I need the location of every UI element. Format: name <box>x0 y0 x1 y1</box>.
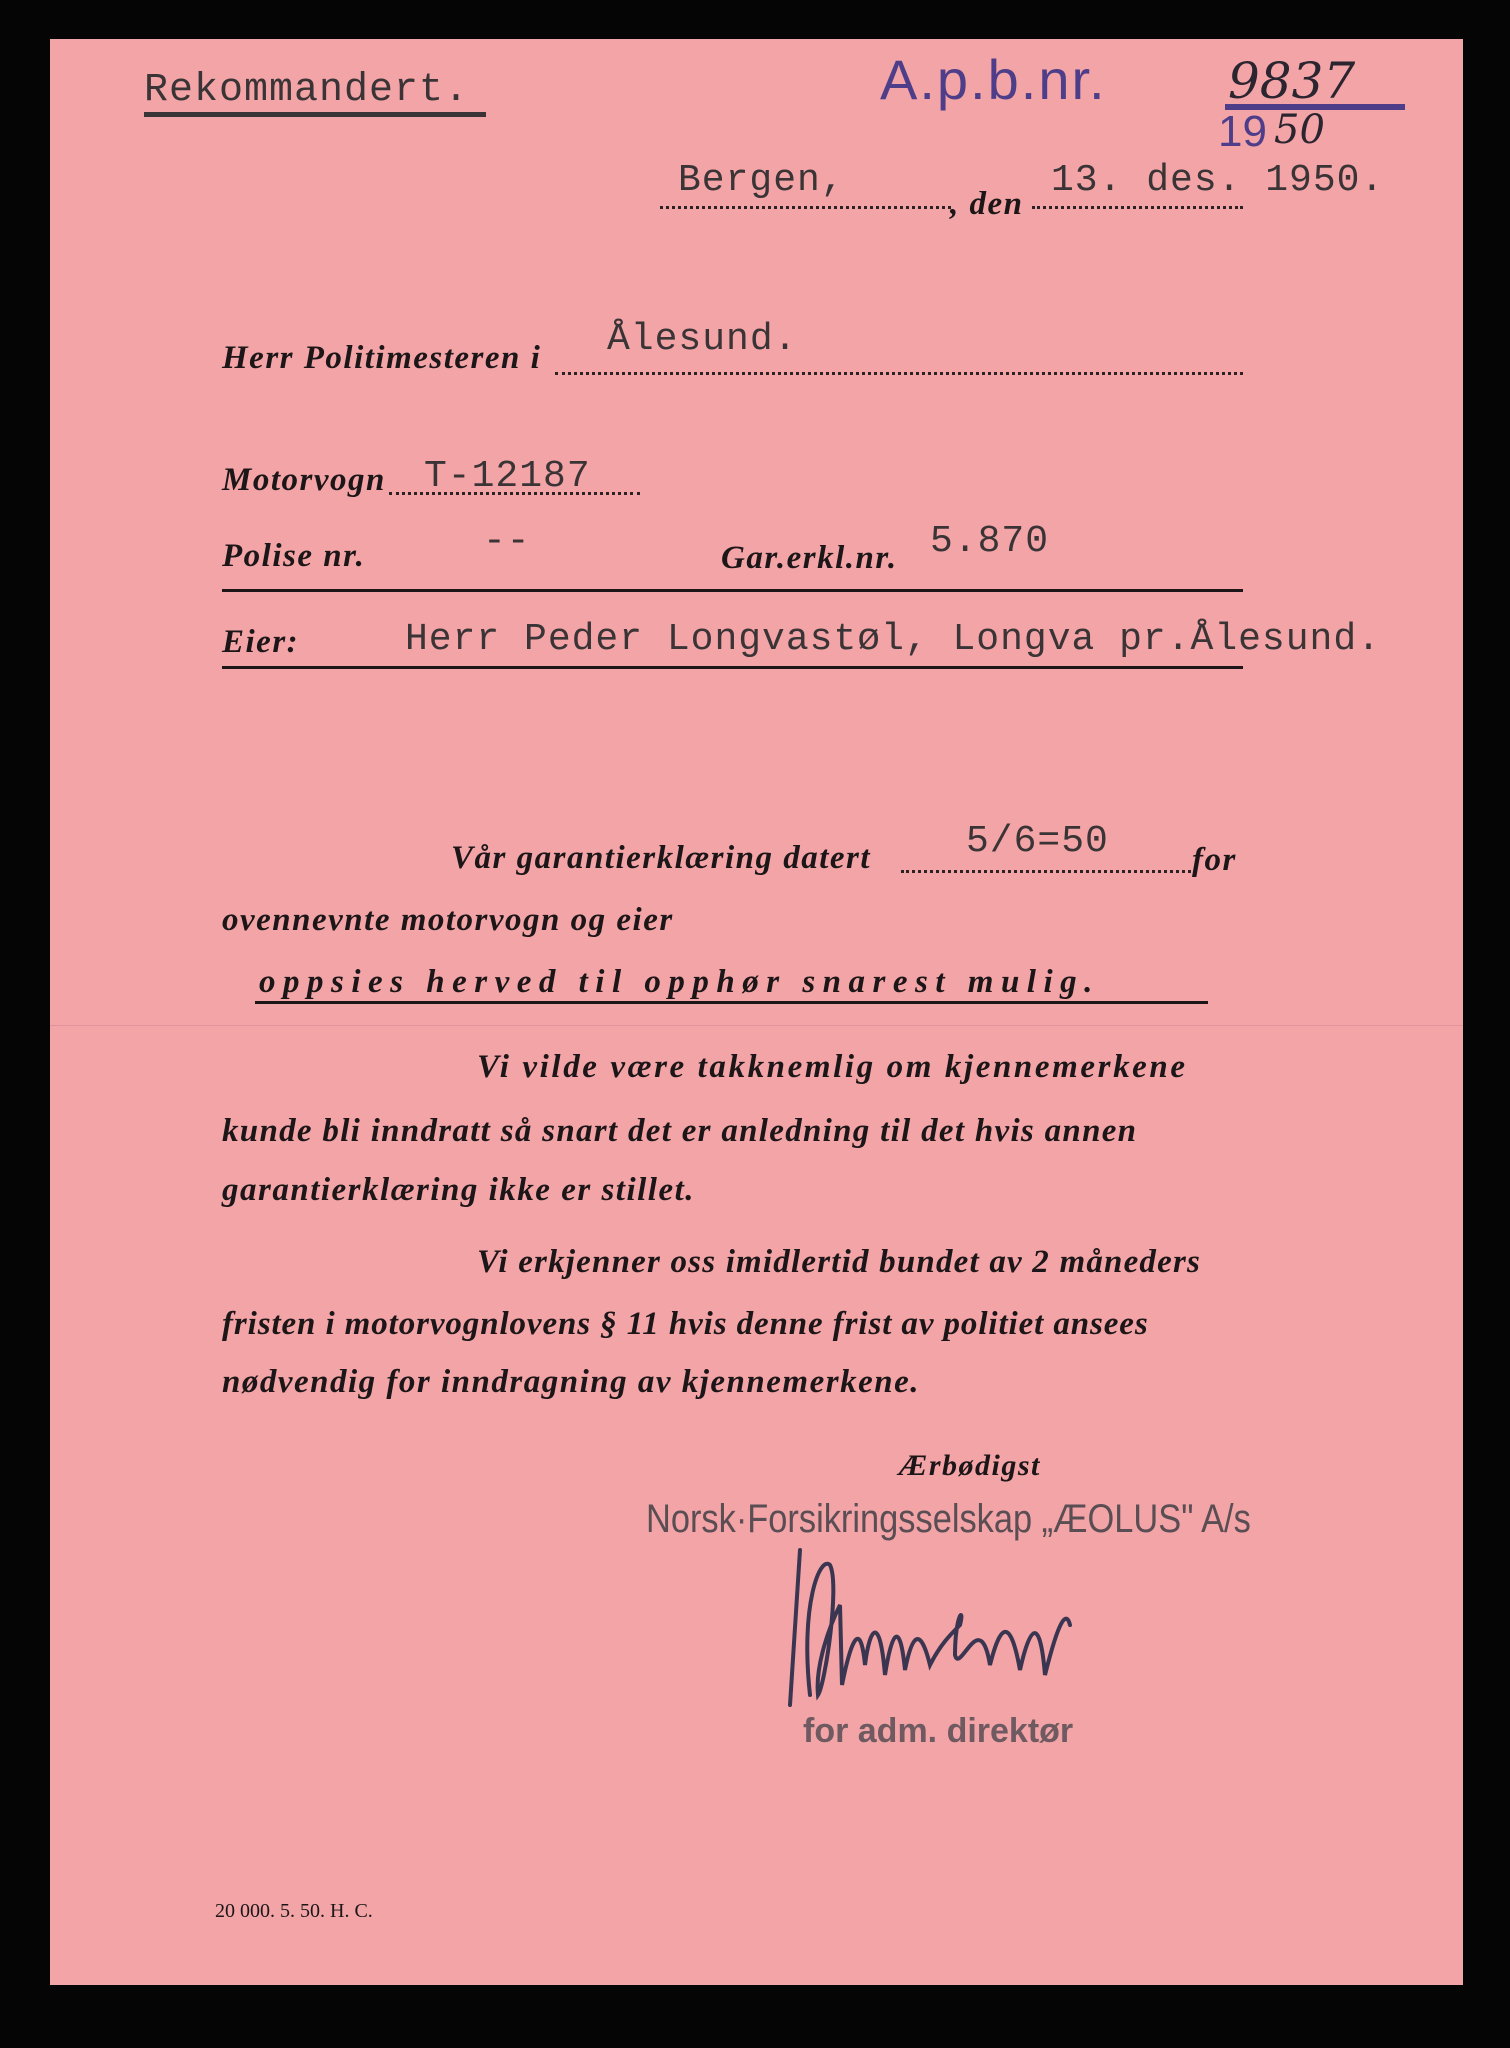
journal-number: 9837 <box>1228 52 1356 110</box>
signature-title-stamp: for adm. direktør <box>803 1712 1074 1750</box>
addressee-label: Herr Politimesteren i <box>222 340 542 376</box>
p2-line3: nødvendig for inndragning av kjennemerkene. <box>222 1364 920 1400</box>
letter-date: 13. des. 1950. <box>1051 159 1385 202</box>
motorvogn-label: Motorvogn <box>222 462 386 498</box>
field-rule-1 <box>222 589 1243 592</box>
body-for: for <box>1192 842 1237 878</box>
company-stamp: Norsk·Forsikringsselskap „ÆOLUS" A/s <box>646 1497 1251 1541</box>
garerkl-label: Gar.erkl.nr. <box>721 540 898 576</box>
polise-value: -- <box>483 520 531 563</box>
year-stamp: 19 <box>1218 107 1267 156</box>
date-dotline <box>1032 206 1243 209</box>
place: Bergen, <box>678 159 845 202</box>
fold-line <box>50 1025 1463 1026</box>
eier-value: Herr Peder Longvastøl, Longva pr.Ålesund. <box>405 618 1381 661</box>
p1-line2: kunde bli inndratt så snart det er anledning til det hvis annen <box>222 1113 1138 1149</box>
garerkl-value: 5.870 <box>930 520 1050 563</box>
registered-underline <box>144 112 486 117</box>
place-dotline <box>660 206 951 209</box>
body-line3-underline <box>255 1001 1208 1004</box>
p1-line1: Vi vilde være takknemlig om kjennemerkene <box>477 1049 1188 1085</box>
p2-line2: fristen i motorvognlovens § 11 hvis denne frist av politiet ansees <box>222 1306 1149 1342</box>
year-handwritten: 50 <box>1274 107 1325 153</box>
salutation: Ærbødigst <box>899 1449 1041 1482</box>
p2-line1: Vi erkjenner oss imidlertid bundet av 2 måneders <box>477 1244 1202 1280</box>
eier-label: Eier: <box>222 624 300 660</box>
addressee-value: Ålesund. <box>607 318 798 361</box>
field-rule-2 <box>222 666 1243 669</box>
addressee-dotline <box>555 372 1243 375</box>
print-code: 20 000. 5. 50. H. C. <box>215 1900 373 1922</box>
polise-label: Polise nr. <box>222 538 366 574</box>
motorvogn-value: T-12187 <box>424 455 591 498</box>
date-dotline-2 <box>901 870 1191 873</box>
archive-number-stamp: A.p.b.nr. <box>880 48 1107 111</box>
den-label: , den <box>950 186 1024 222</box>
signature <box>780 1545 1140 1710</box>
body-line2: ovennevnte motorvogn og eier <box>222 902 674 938</box>
body-line3: oppsies herved til opphør snarest mulig. <box>259 964 1100 1000</box>
guarantee-date: 5/6=50 <box>966 820 1109 863</box>
body-line1: Vår garantierklæring datert <box>451 840 872 876</box>
registered-label: Rekommandert. <box>144 68 470 113</box>
p1-line3: garantierklæring ikke er stillet. <box>222 1172 696 1208</box>
